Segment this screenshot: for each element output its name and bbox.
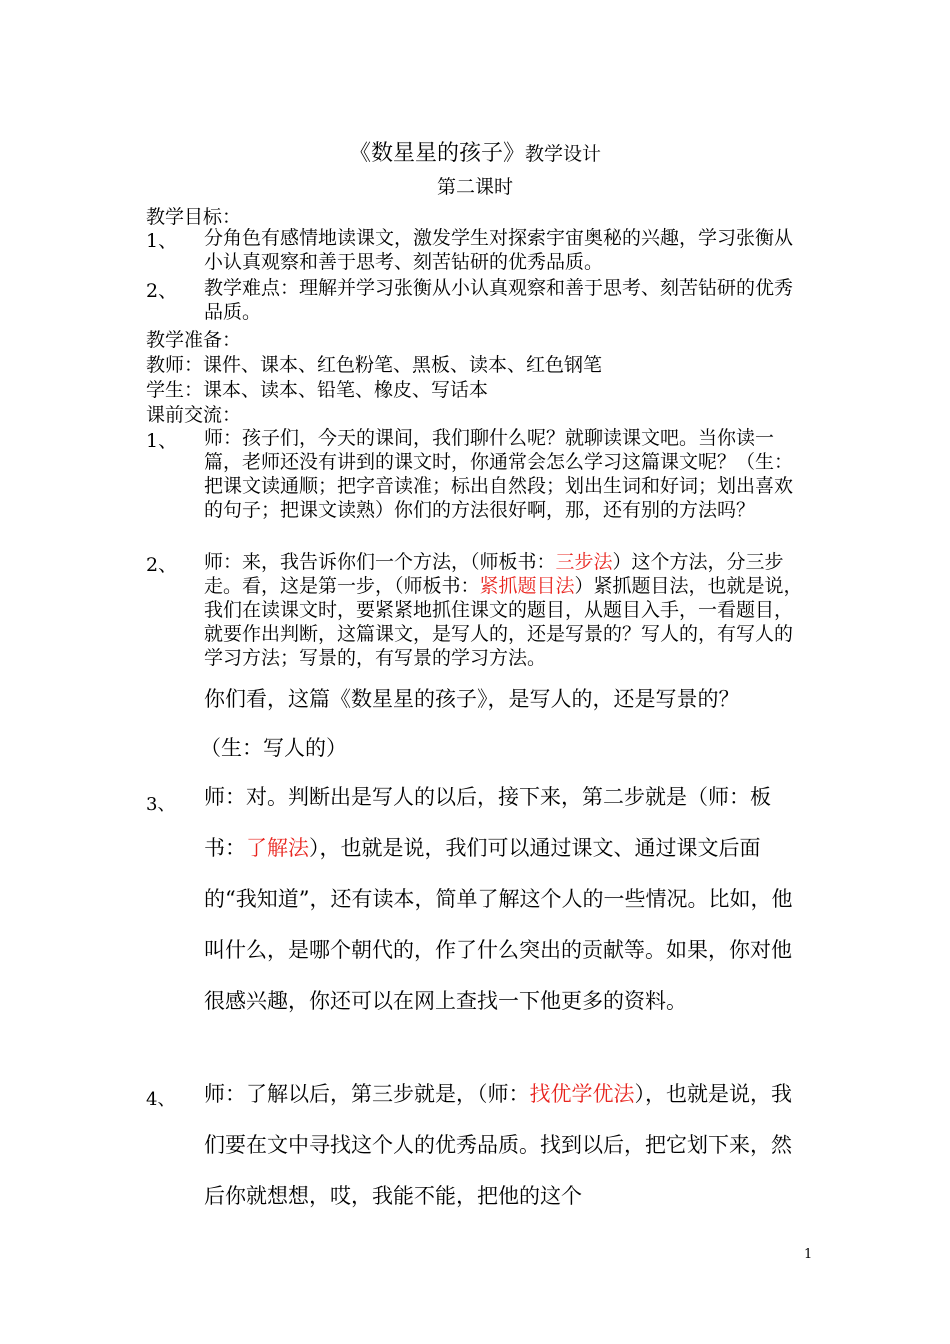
exchange-text (204, 550, 810, 670)
goal-number: 1、 (146, 230, 178, 252)
page-number: 1 (804, 1247, 813, 1262)
goals-heading: 教学目标： (146, 206, 242, 228)
exchange-text (204, 772, 810, 1027)
board-note: 紧抓题目法 (479, 575, 575, 597)
exchange-number: 3、 (146, 794, 176, 815)
prep-heading: 教学准备： (146, 329, 242, 351)
exchange-number: 1、 (146, 430, 178, 452)
exchange-text (204, 1069, 810, 1222)
board-note: 了解法 (246, 836, 309, 860)
exchange-number: 4、 (146, 1089, 176, 1110)
exchange-text: 师：孩子们，今天的课间，我们聊什么呢？就聊读课文吧。当你读一篇，老师还没有讲到的课文时，你通常会怎么学习这篇课文呢？（生：把课文读通顺；把字音读准；标出自然段；划出生词和好词；划出喜欢的句子；把课文读熟）你们的方法很好啊，那，还有别的方法吗？ (204, 427, 794, 521)
text-run: 师：对。判断出是写人的以后，接下来，第二步就是（师：板书： (204, 785, 771, 860)
student-answer: （生：写人的） (200, 736, 347, 760)
lesson-period: 第二课时 (436, 176, 513, 198)
title-main: 《数星星的孩子》 (348, 141, 525, 166)
title-suffix: 教学设计 (525, 143, 602, 165)
board-note: 找优学优法 (529, 1082, 635, 1106)
text-run: 师：了解以后，第三步就是，（师： (204, 1082, 530, 1106)
prep-teacher: 教师：课件、课本、红色粉笔、黑板、读本、红色钢笔 (146, 354, 603, 376)
document-title (0, 136, 950, 167)
exchange-number: 2、 (146, 554, 178, 576)
exchange-heading: 课前交流： (146, 404, 242, 426)
text-run: ），也就是说，我们要在文中寻找这个人的优秀品质。找到以后，把它划下来，然后你就想想，哎，我能不能，把他的这个 (204, 1082, 792, 1208)
board-note: 三步法 (555, 551, 613, 573)
text-run: ）这个方法，分三步走。看，这是第一步，（师板书： (204, 551, 784, 597)
text-run: ），也就是说，我们可以通过课文、通过课文后面的“我知道”，还有读本，简单了解这个人的一些情况。比如，他叫什么，是哪个朝代的，作了什么突出的贡献等。如果，你对他很感兴趣，你还可以在网上查找一下他更多的资料。 (204, 836, 793, 1013)
text-run: 师：来，我告诉你们一个方法，（师板书： (204, 551, 556, 573)
exchange-question: 你们看，这篇《数星星的孩子》，是写人的，还是写景的？ (204, 687, 740, 711)
prep-student: 学生：课本、读本、铅笔、橡皮、写话本 (146, 379, 489, 401)
goal-text: 分角色有感情地读课文，激发学生对探索宇宙奥秘的兴趣，学习张衡从小认真观察和善于思考、刻苦钻研的优秀品质。 (204, 227, 794, 273)
text-run: ）紧抓题目法，也就是说，我们在读课文时，要紧紧地抓住课文的题目，从题目入手，一看题目，就要作出判断，这篇课文，是写人的，还是写景的？写人的，有写人的学习方法；写景的，有写景的学习方法。 (204, 575, 803, 669)
goal-text: 教学难点：理解并学习张衡从小认真观察和善于思考、刻苦钻研的优秀品质。 (204, 277, 794, 323)
goal-number: 2、 (146, 280, 178, 302)
